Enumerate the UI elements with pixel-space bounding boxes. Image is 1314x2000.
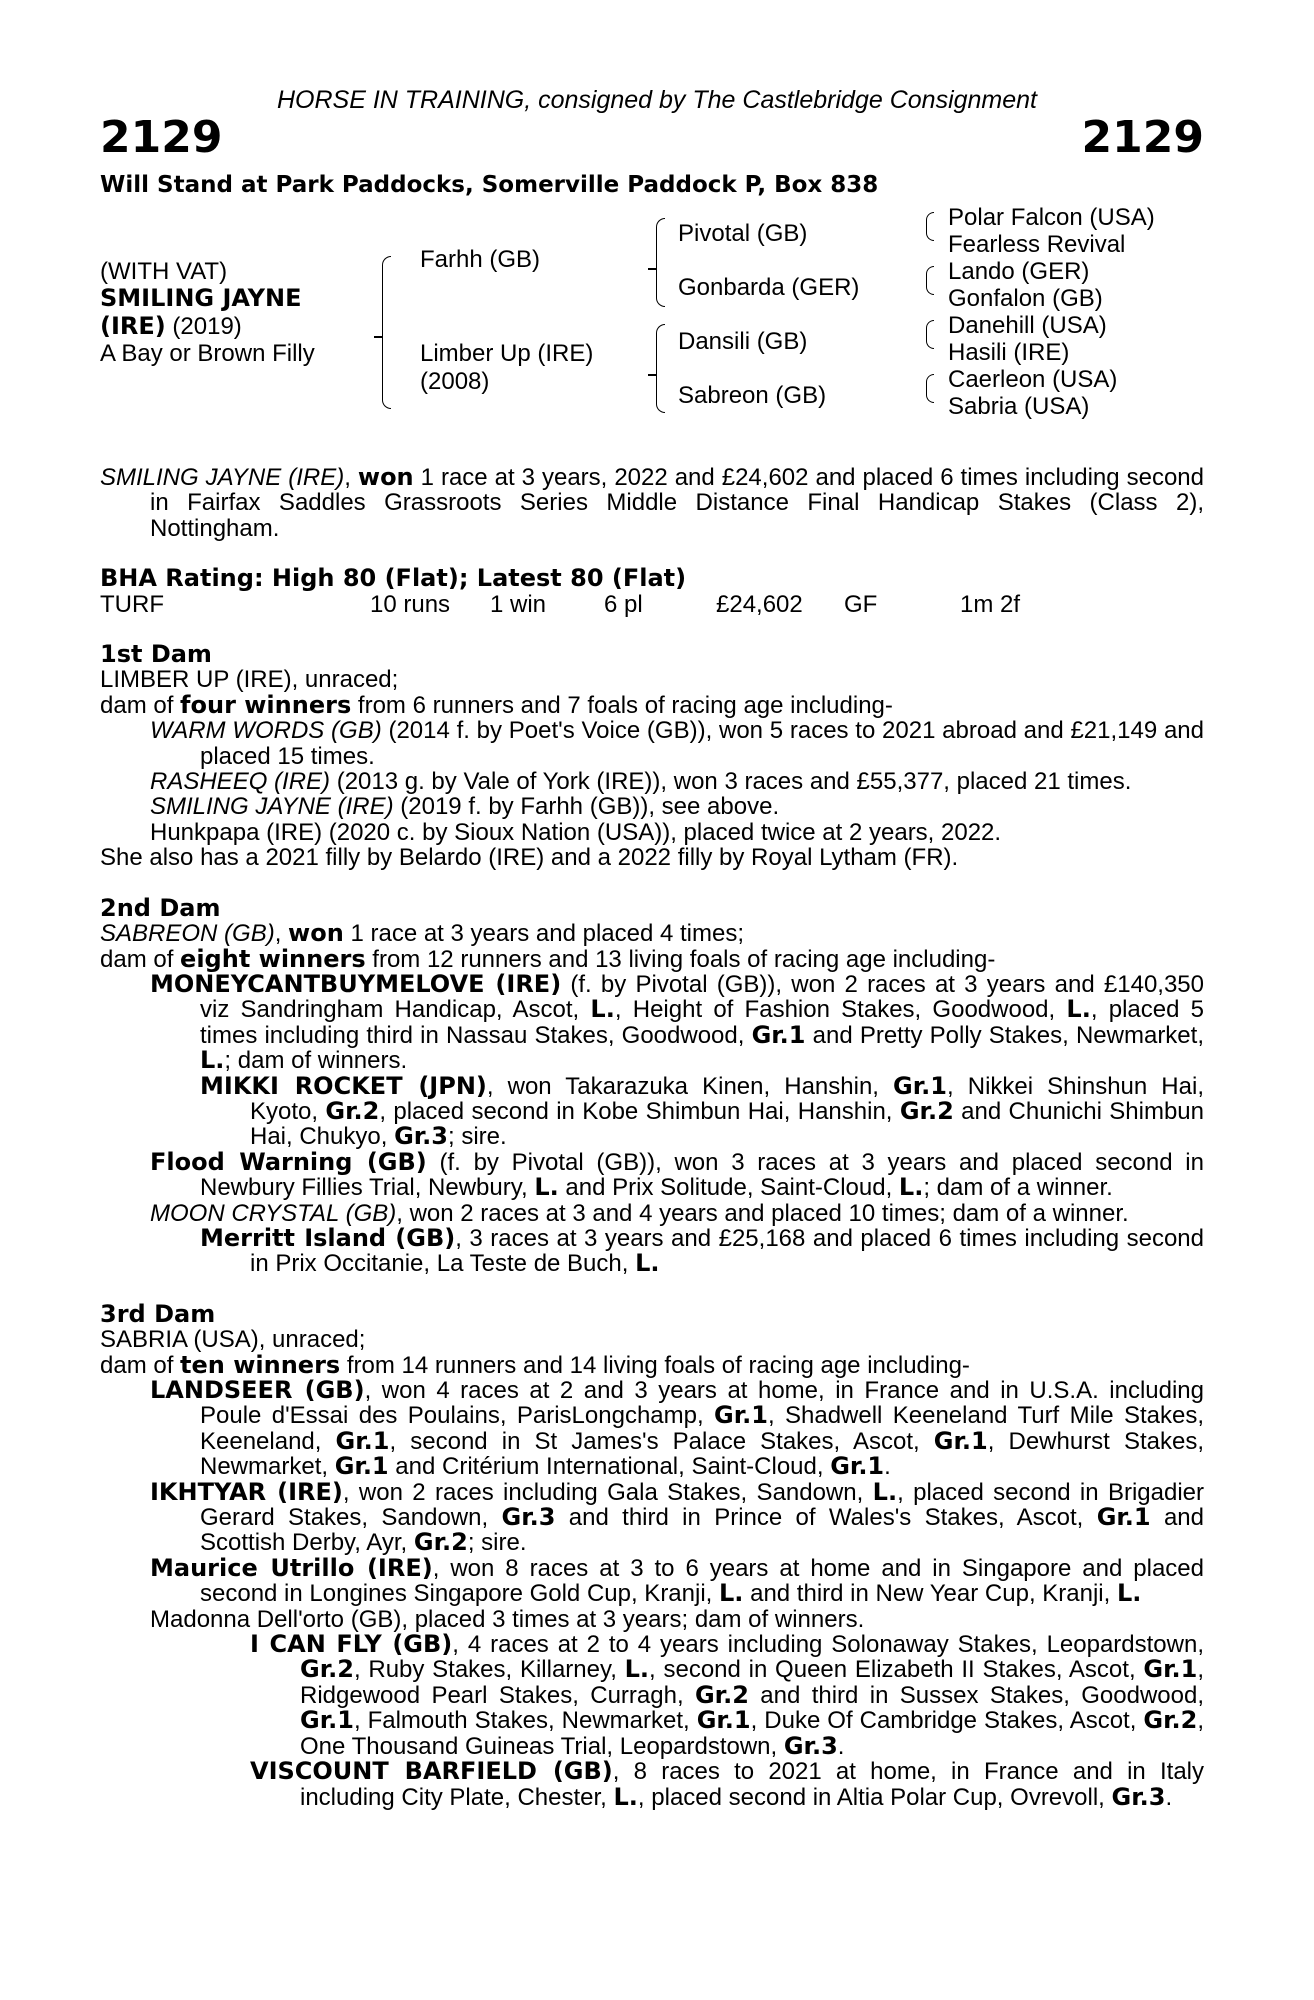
catalogue-subtitle: HORSE IN TRAINING, consigned by The Castlebridge Consignment xyxy=(276,86,1038,114)
ggp-name: Hasili (IRE) xyxy=(948,339,1070,366)
horse-country: (IRE) xyxy=(100,312,166,340)
first-dam-line: LIMBER UP (IRE), unraced; xyxy=(100,666,399,694)
produce-entry: MOON CRYSTAL (GB), won 2 races at 3 and 4 years and placed 10 times; dam of a winner. xyxy=(150,1199,1129,1227)
second-dam-line: SABREON (GB), won 1 race at 3 years and placed 4 times; xyxy=(100,919,745,948)
race-summary: SMILING JAYNE (IRE), won 1 race at 3 years, 2022 and £24,602 and placed 6 times including second in Fairfax Saddles Grassroots Series Middle Distance Final Handicap Stakes (Class 2), Nottingham. xyxy=(100,463,1204,542)
second-dam-heading: 2nd Dam xyxy=(100,893,221,922)
produce-entry: Hunkpapa (IRE) (2020 c. by Sioux Nation (USA)), placed twice at 2 years, 2022. xyxy=(150,818,1002,846)
produce-entry: I CAN FLY (GB), 4 races at 2 to 4 years including Solonaway Stakes, Leopardstown, Gr.2, Ruby Stakes, Killarney, L., second in Queen Elizabeth II Stakes, Ascot, Gr.1, Ridgewood Pearl Stakes, Curragh, Gr.2 and third in Sussex Stakes, Goodwood, Gr.1, Falmouth Stakes, Newmarket, Gr.1, Duke Of Cambridge Stakes, Ascot, Gr.2, One Thousand Guineas Trial, Leopardstown, Gr.3. xyxy=(250,1630,1205,1760)
first-dam-also: She also has a 2021 filly by Belardo (IRE) and a 2022 filly by Royal Lytham (FR). xyxy=(100,844,959,872)
produce-entry: WARM WORDS (GB) (2014 f. by Poet's Voice (GB)), won 5 races to 2021 abroad and £21,149 and placed 15 times. xyxy=(150,717,1204,770)
vat-label: (WITH VAT) xyxy=(100,258,228,285)
second-dam-produce: dam of eight winners from 12 runners and 13 living foals of racing age including- xyxy=(100,944,996,973)
stand-location: Will Stand at Park Paddocks, Somerville Paddock P, Box 838 xyxy=(100,172,879,198)
bha-rating-heading: BHA Rating: High 80 (Flat); Latest 80 (Flat) xyxy=(100,564,687,593)
produce-entry: MIKKI ROCKET (JPN), won Takarazuka Kinen, Hanshin, Gr.1, Nikkei Shinshun Hai, Kyoto, Gr.2, placed second in Kobe Shimbun Hai, Hanshin, Gr.2 and Chunichi Shimbun Hai, Chukyo, Gr.3; sire. xyxy=(200,1071,1205,1151)
horse-name-line2 xyxy=(100,312,242,341)
horse-description: A Bay or Brown Filly xyxy=(100,340,315,367)
horse-name: SMILING JAYNE xyxy=(100,284,302,312)
produce-entry: LANDSEER (GB), won 4 races at 2 and 3 years at home, in France and in U.S.A. including Poule d'Essai des Poulains, ParisLongchamp, Gr.1, Shadwell Keeneland Turf Mile Stakes, Keeneland, Gr.1, second in St James's Palace Stakes, Ascot, Gr.1, Dewhurst Stakes, Newmarket, Gr.1 and Critérium International, Saint-Cloud, Gr.1. xyxy=(150,1376,1205,1481)
third-dam-line: SABRIA (USA), unraced; xyxy=(100,1326,366,1354)
dam-year: (2008) xyxy=(420,368,490,395)
ggp-name: Lando (GER) xyxy=(948,258,1090,285)
ggp-name: Sabria (USA) xyxy=(948,393,1090,420)
ggp-name: Gonfalon (GB) xyxy=(948,285,1103,312)
first-dam-heading: 1st Dam xyxy=(100,640,212,669)
produce-entry: Merritt Island (GB), 3 races at 3 years and £25,168 and placed 6 times including second in Prix Occitanie, La Teste de Buch, L. xyxy=(200,1223,1205,1278)
ggp-name: Danehill (USA) xyxy=(948,312,1107,339)
sire-sire-name: Pivotal (GB) xyxy=(678,220,808,247)
produce-entry: Maurice Utrillo (IRE), won 8 races at 3 to 6 years at home and in Singapore and placed second in Longines Singapore Gold Cup, Kranji, L. and third in New Year Cup, Kranji, L. xyxy=(150,1553,1205,1608)
sire-name: Farhh (GB) xyxy=(420,246,541,273)
lot-number-left: 2129 xyxy=(100,112,223,163)
ggp-name: Fearless Revival xyxy=(948,231,1126,258)
ggp-name: Caerleon (USA) xyxy=(948,366,1118,393)
catalogue-body xyxy=(100,465,1204,1810)
first-dam-produce: dam of four winners from 6 runners and 7 foals of racing age including- xyxy=(100,690,893,719)
dam-dam-name: Sabreon (GB) xyxy=(678,382,827,409)
turf-stats-row: TURF 10 runs 1 win 6 pl £24,602 GF 1m 2f xyxy=(100,590,1021,618)
produce-entry: MONEYCANTBUYMELOVE (IRE) (f. by Pivotal (GB)), won 2 races at 3 years and £140,350 viz Sandringham Handicap, Ascot, L., Height of Fashion Stakes, Goodwood, L., placed 5 times including third in Nassau Stakes, Goodwood, Gr.1 and Pretty Polly Stakes, Newmarket, L.; dam of winners. xyxy=(150,969,1205,1075)
horse-year: (2019) xyxy=(165,313,242,340)
produce-entry: Flood Warning (GB) (f. by Pivotal (GB)), won 3 races at 3 years and placed second in Newbury Fillies Trial, Newbury, L. and Prix Solitude, Saint-Cloud, L.; dam of a winner. xyxy=(150,1147,1204,1202)
third-dam-heading: 3rd Dam xyxy=(100,1299,216,1328)
produce-entry: VISCOUNT BARFIELD (GB), 8 races to 2021 at home, in France and in Italy including City Plate, Chester, L., placed second in Altia Polar Cup, Ovrevoll, Gr.3. xyxy=(250,1757,1205,1811)
ggp-name: Polar Falcon (USA) xyxy=(948,204,1155,231)
lot-number-right: 2129 xyxy=(1081,112,1204,163)
third-dam-produce: dam of ten winners from 14 runners and 14 living foals of racing age including- xyxy=(100,1350,970,1379)
produce-entry: RASHEEQ (IRE) (2013 g. by Vale of York (IRE)), won 3 races and £55,377, placed 21 times. xyxy=(150,768,1132,796)
dam-sire-name: Dansili (GB) xyxy=(678,328,808,355)
produce-entry: SMILING JAYNE (IRE) (2019 f. by Farhh (GB)), see above. xyxy=(150,793,780,821)
dam-name: Limber Up (IRE) xyxy=(420,340,594,367)
produce-entry: IKHTYAR (IRE), won 2 races including Gala Stakes, Sandown, L., placed second in Brigadier Gerard Stakes, Sandown, Gr.3 and third in Prince of Wales's Stakes, Ascot, Gr.1 and Scottish Derby, Ayr, Gr.2; sire. xyxy=(150,1477,1205,1557)
sire-dam-name: Gonbarda (GER) xyxy=(678,274,860,301)
produce-entry: Madonna Dell'orto (GB), placed 3 times at 3 years; dam of winners. xyxy=(150,1605,865,1633)
